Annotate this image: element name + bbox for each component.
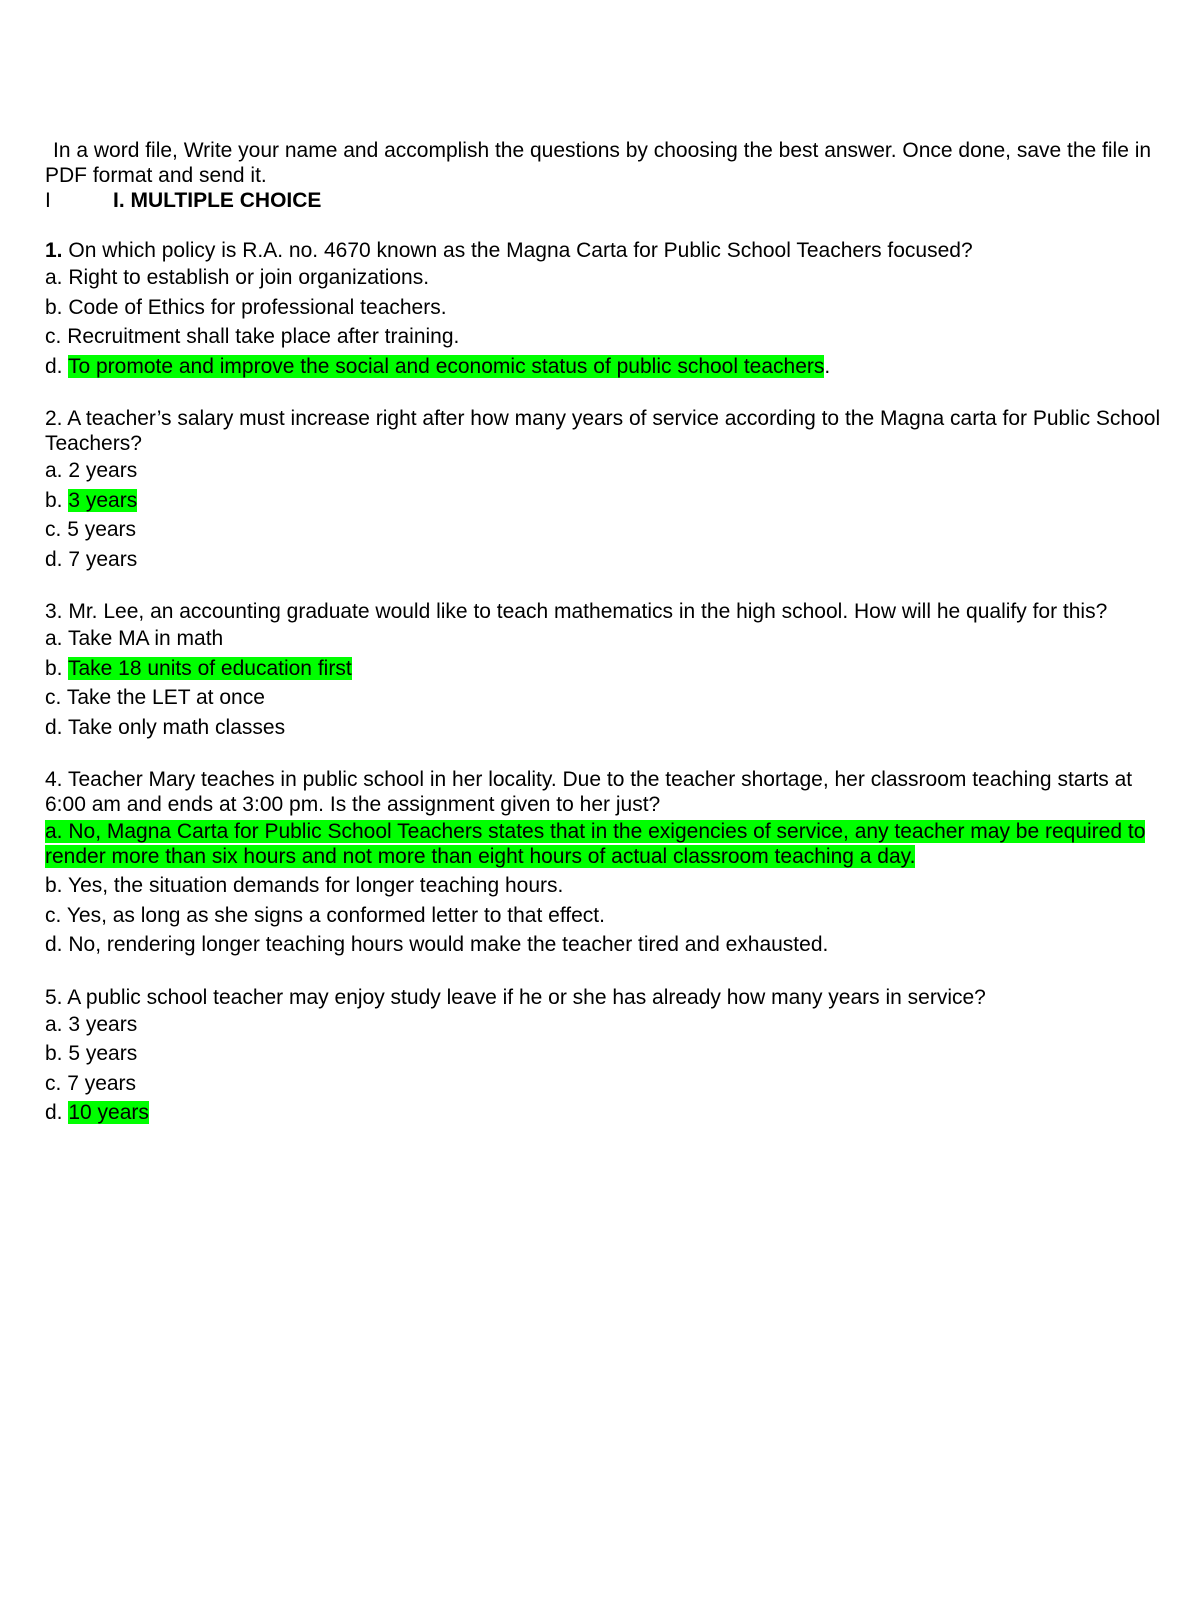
choice-letter: a.: [45, 266, 63, 289]
question-text: On which policy is R.A. no. 4670 known as the Magna Carta for Public School Teachers focused?: [68, 239, 973, 262]
question-stem: [45, 406, 1170, 456]
question-text: Mr. Lee, an accounting graduate would like to teach mathematics in the high school. How will he qualify for this?: [68, 600, 1108, 623]
section-title: I. MULTIPLE CHOICE: [113, 189, 322, 212]
question-stem: [45, 599, 1170, 624]
choice-letter: d.: [45, 715, 63, 739]
choice-c: [45, 515, 1170, 545]
choice-text-highlighted: Take 18 units of education first: [67, 656, 352, 680]
choice-text: 2 years: [68, 459, 138, 482]
question-5: [45, 985, 1170, 1128]
section-heading: [45, 188, 1170, 213]
choice-text: 7 years: [68, 547, 138, 571]
choice-text: Take MA in math: [67, 627, 224, 650]
question-text: Teacher Mary teaches in public school in her locality. Due to the teacher shortage, her classroom teaching starts at 6:00 am and ends at 3:00 pm. Is the assignment given to her just?: [45, 768, 1133, 816]
choice-b: [45, 1039, 1170, 1069]
choice-letter: b.: [45, 1042, 63, 1065]
question-number: 5.: [45, 985, 63, 1009]
question-4: [45, 767, 1170, 960]
choice-suffix: .: [824, 354, 831, 378]
choice-letter: b.: [45, 295, 63, 319]
choice-b: [45, 654, 1170, 684]
choice-d: [45, 713, 1170, 743]
choice-letter: c.: [45, 518, 62, 541]
choice-d: [45, 1098, 1170, 1128]
choice-letter: b.: [45, 488, 63, 512]
choice-d: [45, 352, 1170, 382]
choice-letter: a.: [45, 627, 63, 650]
choice-d: [45, 930, 1170, 960]
choice-b: [45, 871, 1170, 901]
choice-a: [45, 456, 1170, 486]
choice-letter: c.: [45, 325, 62, 348]
choice-letter-highlighted: a.: [45, 820, 63, 843]
choice-a: [45, 1010, 1170, 1040]
choice-c: [45, 322, 1170, 352]
section-mark: I: [45, 189, 51, 212]
question-3: [45, 599, 1170, 742]
choice-letter: b.: [45, 656, 63, 680]
choice-d: [45, 545, 1170, 575]
choice-a: [45, 263, 1170, 293]
choice-c: [45, 1069, 1170, 1099]
choice-text-highlighted: 10 years: [68, 1101, 149, 1124]
choice-text: 5 years: [68, 1042, 138, 1065]
choice-a: [45, 624, 1170, 654]
question-stem: [45, 238, 1170, 263]
choice-letter: a.: [45, 459, 63, 482]
choice-c: [45, 683, 1170, 713]
choice-text: Yes, the situation demands for longer teaching hours.: [67, 874, 564, 897]
choice-text: 3 years: [68, 1012, 138, 1036]
question-text: A teacher’s salary must increase right after how many years of service according to the Magna carta for Public School Teachers?: [45, 407, 1161, 455]
choice-a: [45, 817, 1170, 871]
choice-c: [45, 901, 1170, 931]
choice-text: 5 years: [67, 518, 137, 541]
document-page: [45, 138, 1170, 1128]
choice-text: Take only math classes: [67, 715, 286, 739]
choice-letter: c.: [45, 686, 62, 709]
choice-text: Recruitment shall take place after training.: [67, 325, 460, 348]
choice-text-highlighted: To promote and improve the social and economic status of public school teachers: [67, 354, 825, 378]
choice-letter: d.: [45, 547, 63, 571]
choice-text: Take the LET at once: [66, 686, 265, 709]
question-number: 1.: [45, 239, 63, 262]
question-stem: [45, 767, 1170, 817]
question-text: A public school teacher may enjoy study leave if he or she has already how many years in service?: [67, 985, 986, 1009]
choice-text: 7 years: [67, 1071, 137, 1095]
choice-b: [45, 293, 1170, 323]
question-number: 3.: [45, 600, 63, 623]
choice-text: Code of Ethics for professional teachers.: [68, 295, 447, 319]
question-2: [45, 406, 1170, 574]
choice-letter: d.: [45, 354, 63, 378]
choice-text: Right to establish or join organizations.: [68, 266, 430, 289]
choice-text-highlighted: 3 years: [68, 488, 138, 512]
question-stem: [45, 985, 1170, 1010]
instructions-text: In a word file, Write your name and accomplish the questions by choosing the best answer. Once done, save the file in PDF format and send it.: [45, 139, 1152, 187]
choice-letter: d.: [45, 1101, 63, 1124]
choice-letter: a.: [45, 1012, 63, 1036]
question-1: [45, 238, 1170, 381]
choice-letter: b.: [45, 874, 63, 897]
choice-letter: d.: [45, 933, 63, 956]
choice-letter: c.: [45, 1071, 62, 1095]
choice-text: Yes, as long as she signs a conformed letter to that effect.: [66, 903, 605, 927]
choice-letter: c.: [45, 903, 62, 927]
question-number: 4.: [45, 768, 63, 791]
choice-text: No, rendering longer teaching hours would make the teacher tired and exhausted.: [68, 933, 829, 956]
question-number: 2.: [45, 407, 63, 430]
choice-b: [45, 486, 1170, 516]
choice-text-highlighted: No, Magna Carta for Public School Teachers states that in the exigencies of service, any teacher may be required to render more than six hours and not more than eight hours of actual classroom teaching a day.: [45, 820, 1146, 868]
